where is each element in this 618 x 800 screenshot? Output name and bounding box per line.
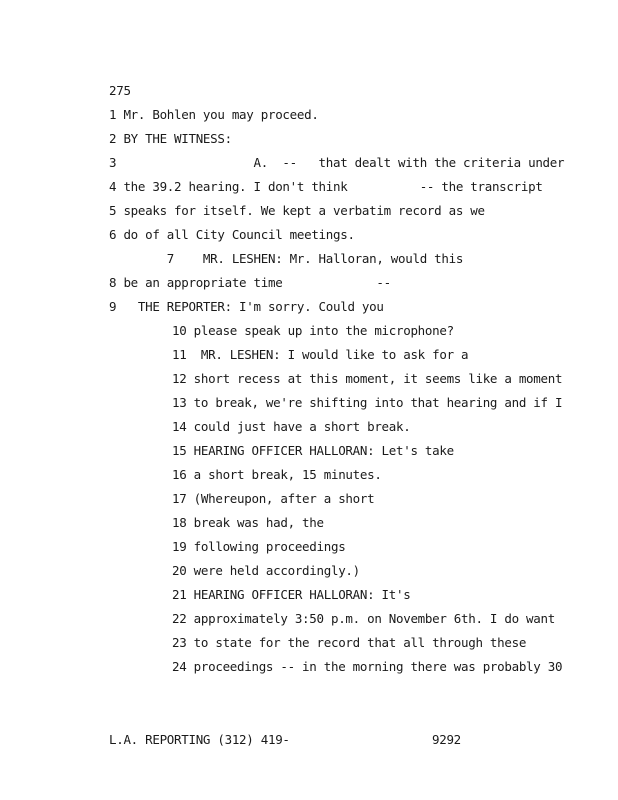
transcript-line-4: 4 the 39.2 hearing. I don't think -- the transcript	[109, 179, 543, 194]
transcript-line-6: 6 do of all City Council meetings.	[109, 227, 355, 242]
transcript-line-22: 22 approximately 3:50 p.m. on November 6th. I do want	[172, 611, 555, 626]
footer-reporter: L.A. REPORTING (312) 419-	[109, 732, 290, 747]
transcript-line-11: 11 MR. LESHEN: I would like to ask for a	[172, 347, 469, 362]
transcript-line-7: 7 MR. LESHEN: Mr. Halloran, would this	[109, 251, 464, 266]
transcript-line-19: 19 following proceedings	[172, 539, 346, 554]
page-number: 275	[109, 83, 131, 98]
transcript-line-18: 18 break was had, the	[172, 515, 324, 530]
transcript-line-5: 5 speaks for itself. We kept a verbatim record as we	[109, 203, 485, 218]
transcript-line-12: 12 short recess at this moment, it seems like a moment	[172, 371, 563, 386]
transcript-line-13: 13 to break, we're shifting into that hearing and if I	[172, 395, 563, 410]
transcript-line-24: 24 proceedings -- in the morning there was probably 30	[172, 659, 563, 674]
transcript-line-21: 21 HEARING OFFICER HALLORAN: It's	[172, 587, 411, 602]
transcript-line-23: 23 to state for the record that all through these	[172, 635, 527, 650]
transcript-line-16: 16 a short break, 15 minutes.	[172, 467, 382, 482]
transcript-line-17: 17 (Whereupon, after a short	[172, 491, 375, 506]
transcript-line-15: 15 HEARING OFFICER HALLORAN: Let's take	[172, 443, 454, 458]
transcript-line-2: 2 BY THE WITNESS:	[109, 131, 232, 146]
footer-phone-suffix: 9292	[432, 732, 461, 747]
transcript-line-10: 10 please speak up into the microphone?	[172, 323, 454, 338]
transcript-line-8: 8 be an appropriate time --	[109, 275, 391, 290]
transcript-line-20: 20 were held accordingly.)	[172, 563, 360, 578]
transcript-line-3: 3 A. -- that dealt with the criteria under	[109, 155, 565, 170]
transcript-line-9: 9 THE REPORTER: I'm sorry. Could you	[109, 299, 384, 314]
transcript-line-1: 1 Mr. Bohlen you may proceed.	[109, 107, 319, 122]
transcript-line-14: 14 could just have a short break.	[172, 419, 411, 434]
